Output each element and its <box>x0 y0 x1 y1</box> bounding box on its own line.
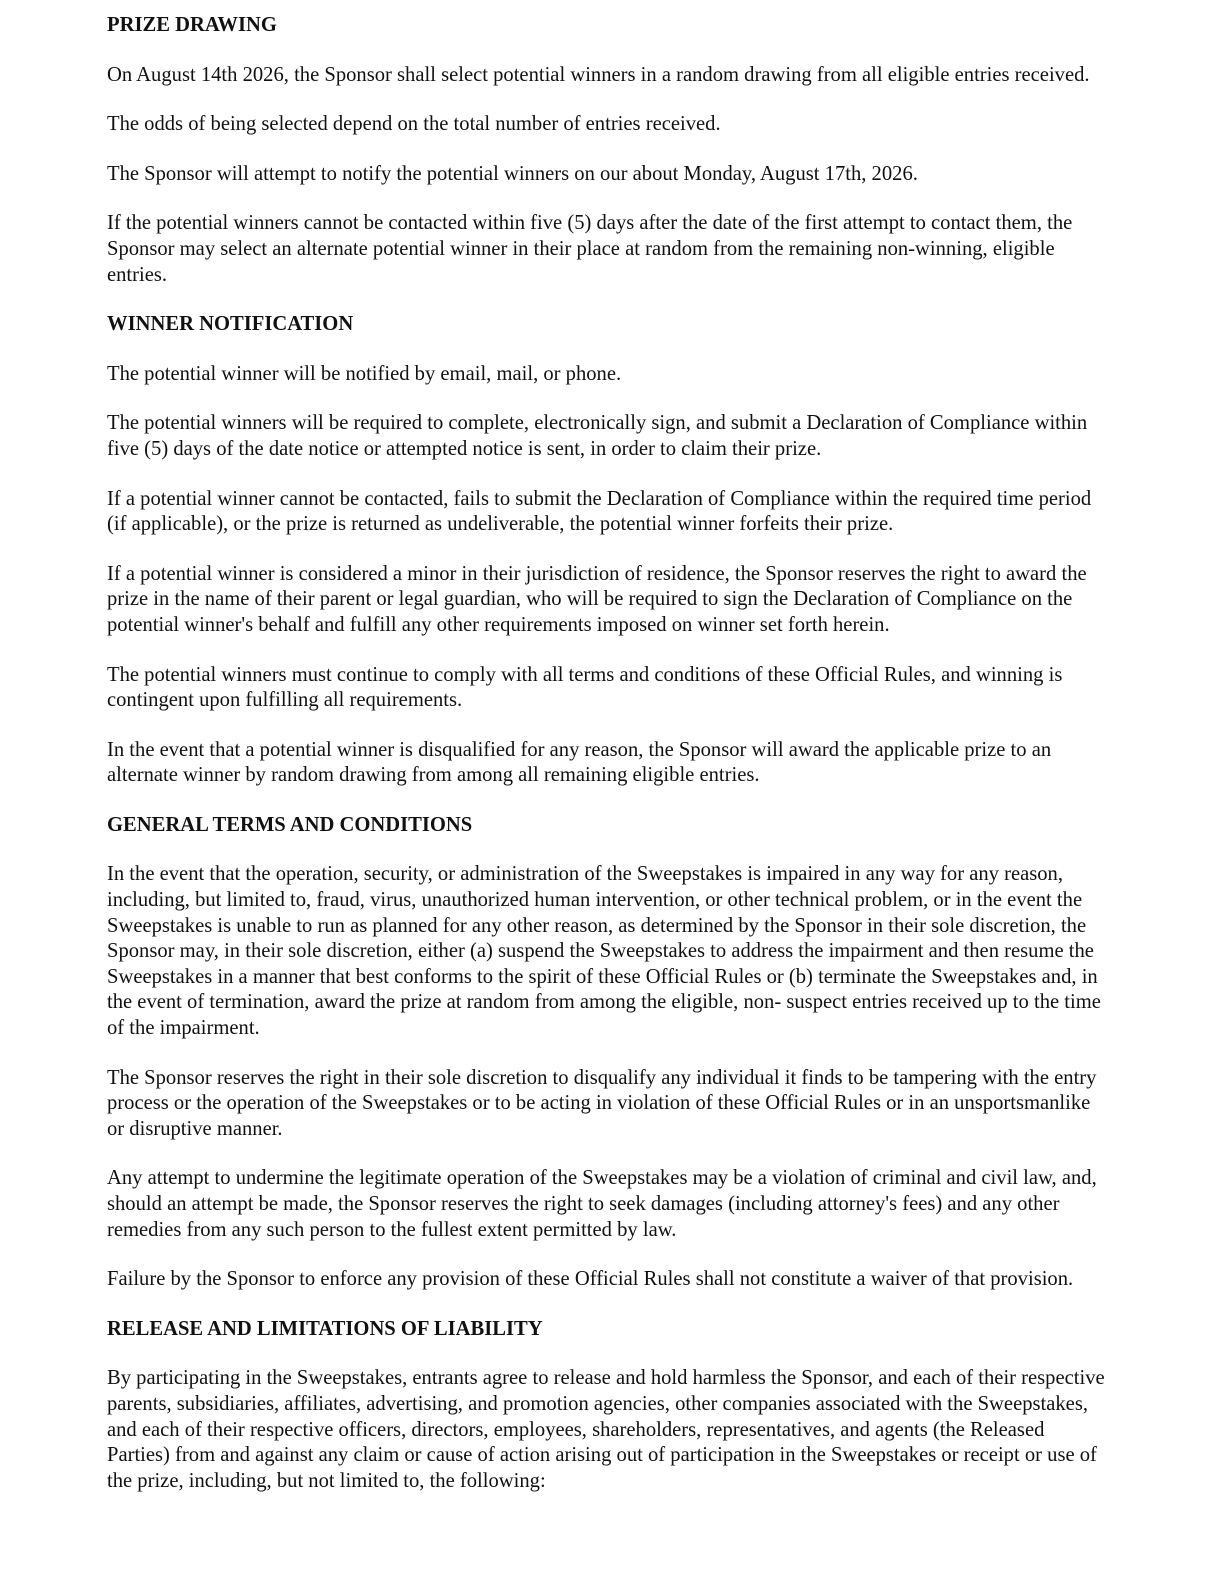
paragraph: If a potential winner is considered a minor in their jurisdiction of residence, the Sponsor reserves the right to award the prize in the name of their parent or legal guardian, who will be required to sign the Declaration of Compliance on the potential winner's behalf and fulfill any other requirements imposed on winner set forth herein. <box>107 562 1087 636</box>
section-heading-prize-drawing: PRIZE DRAWING <box>107 14 277 36</box>
paragraph: In the event that the operation, security, or administration of the Sweepstakes is impaired in any way for any reason, including, but limited to, fraud, virus, unauthorized human intervention, or other technical problem, or in the event the Sweepstakes is unable to run as planned for any other reason, as determined by the Sponsor in their sole discretion, the Sponsor may, in their sole discretion, either (a) suspend the Sweepstakes to address the impairment and then resume the Sweepstakes in a manner that best conforms to the spirit of these Official Rules or (b) terminate the Sweepstakes and, in the event of termination, award the prize at random from among the eligible, non- suspect entries received up to the time of the impairment. <box>107 863 1101 1040</box>
paragraph: The Sponsor reserves the right in their sole discretion to disqualify any individual it finds to be tampering with the entry process or the operation of the Sweepstakes or to be acting in violation of these Official Rules or in an unsportsmanlike or disruptive manner. <box>107 1066 1097 1140</box>
paragraph: If a potential winner cannot be contacted, fails to submit the Declaration of Compliance within the required time period (if applicable), or the prize is returned as undeliverable, the potential winner forfeits their prize. <box>107 487 1092 536</box>
paragraph: By participating in the Sweepstakes, entrants agree to release and hold harmless the Sponsor, and each of their respective parents, subsidiaries, affiliates, advertising, and promotion agencies, other companies associated with the Sweepstakes, and each of their respective officers, directors, employees, shareholders, representatives, and agents (the Released Parties) from and against any claim or cause of action arising out of participation in the Sweepstakes or receipt or use of the prize, including, but not limited to, the following: <box>107 1367 1105 1492</box>
section-heading-release-liability: RELEASE AND LIMITATIONS OF LIABILITY <box>107 1317 543 1340</box>
paragraph: The Sponsor will attempt to notify the potential winners on our about Monday, August 17th, 2026. <box>107 162 918 185</box>
section-heading-winner-notification: WINNER NOTIFICATION <box>107 313 354 336</box>
paragraph: If the potential winners cannot be contacted within five (5) days after the date of the first attempt to contact them, the Sponsor may select an alternate potential winner in their place at random from the remaining non-winning, eligible entries. <box>107 212 1073 286</box>
paragraph: Any attempt to undermine the legitimate operation of the Sweepstakes may be a violation of criminal and civil law, and, should an attempt be made, the Sponsor reserves the right to seek damages (including attorney's fees) and any other remedies from any such person to the fullest extent permitted by law. <box>107 1167 1097 1241</box>
paragraph: The potential winners will be required to complete, electronically sign, and submit a Declaration of Compliance within five (5) days of the date notice or attempted notice is sent, in order to claim their prize. <box>107 412 1088 460</box>
paragraph: The odds of being selected depend on the total number of entries received. <box>107 113 721 136</box>
paragraph: Failure by the Sponsor to enforce any provision of these Official Rules shall not constitute a waiver of that provision. <box>107 1268 1074 1291</box>
paragraph: The potential winner will be notified by email, mail, or phone. <box>107 362 622 385</box>
paragraph: The potential winners must continue to comply with all terms and conditions of these Official Rules, and winning is contingent upon fulfilling all requirements. <box>107 663 1063 712</box>
section-heading-general-terms: GENERAL TERMS AND CONDITIONS <box>107 813 473 836</box>
document-page <box>107 13 1107 1518</box>
paragraph: In the event that a potential winner is disqualified for any reason, the Sponsor will award the applicable prize to an alternate winner by random drawing from among all remaining eligible entries. <box>107 738 1052 787</box>
paragraph: On August 14th 2026, the Sponsor shall select potential winners in a random drawing from all eligible entries received. <box>107 63 1090 86</box>
